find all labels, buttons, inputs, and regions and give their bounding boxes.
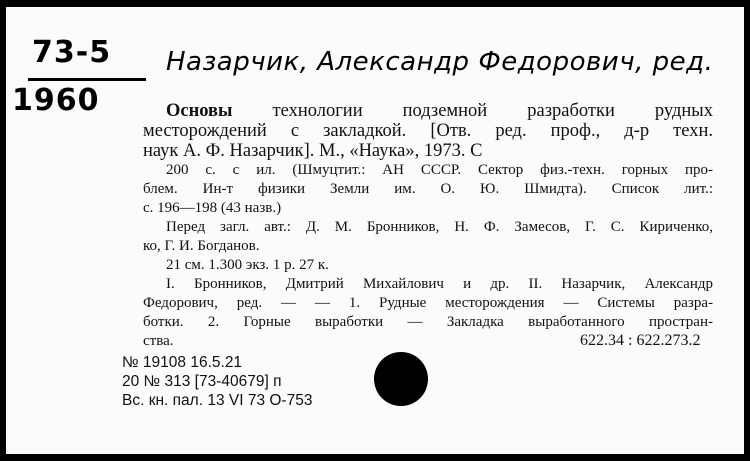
handwritten-author: Назарчик, Александр Федорович, ред. xyxy=(166,47,714,77)
title-line-3: наук А. Ф. Назарчик]. М., «Наука», 1973. С xyxy=(143,141,483,161)
description-line-3: с. 196—198 (43 назв.) xyxy=(143,200,282,216)
title-line-1 xyxy=(143,101,713,121)
size-line: 21 см. 1.300 экз. 1 р. 27 к. xyxy=(166,257,329,273)
title-text-1: технологии подземной разработки рудных xyxy=(272,101,713,121)
registration-line-3: Вс. кн. пал. 13 VI 73 О-753 xyxy=(122,392,313,409)
description-line-1: 200 с. с ил. (Шмуцтит.: АН СССР. Сектор физ.-техн. горных про- xyxy=(166,162,713,178)
tracing-line-4: ства. xyxy=(143,333,174,349)
description-line-2: блем. Ин-т физики Земли им. О. Ю. Шмидта). Список лит.: xyxy=(143,181,713,197)
call-number-top: 73-5 xyxy=(32,35,112,70)
tracing-line-2: Федорович, ред. — — 1. Рудные месторождения — Системы разра- xyxy=(143,295,713,311)
registration-line-2: 20 № 313 [73-40679] п xyxy=(122,373,282,390)
tracing-line-1: I. Бронников, Дмитрий Михайлович и др. II. Назарчик, Александр xyxy=(166,276,713,292)
title-line-2: месторождений с закладкой. [Отв. ред. проф., д-р техн. xyxy=(143,121,713,141)
registration-line-1: № 19108 16.5.21 xyxy=(122,354,243,371)
authors-line-2: ко, Г. И. Богданов. xyxy=(143,238,260,254)
call-number-divider xyxy=(28,78,146,81)
registration-block xyxy=(122,353,312,410)
catalog-card xyxy=(6,7,744,454)
entry-body xyxy=(143,101,713,351)
punch-hole xyxy=(374,352,428,406)
title-main-word: Основы xyxy=(166,101,233,121)
udc-classification: 622.34 : 622.273.2 xyxy=(580,332,701,349)
call-number-bottom: 1960 xyxy=(12,83,100,118)
tracing-line-3: ботки. 2. Горные выработки — Закладка выработанного простран- xyxy=(143,314,713,330)
authors-line-1: Перед загл. авт.: Д. М. Бронников, Н. Ф. Замесов, Г. С. Кириченко, xyxy=(166,219,713,235)
